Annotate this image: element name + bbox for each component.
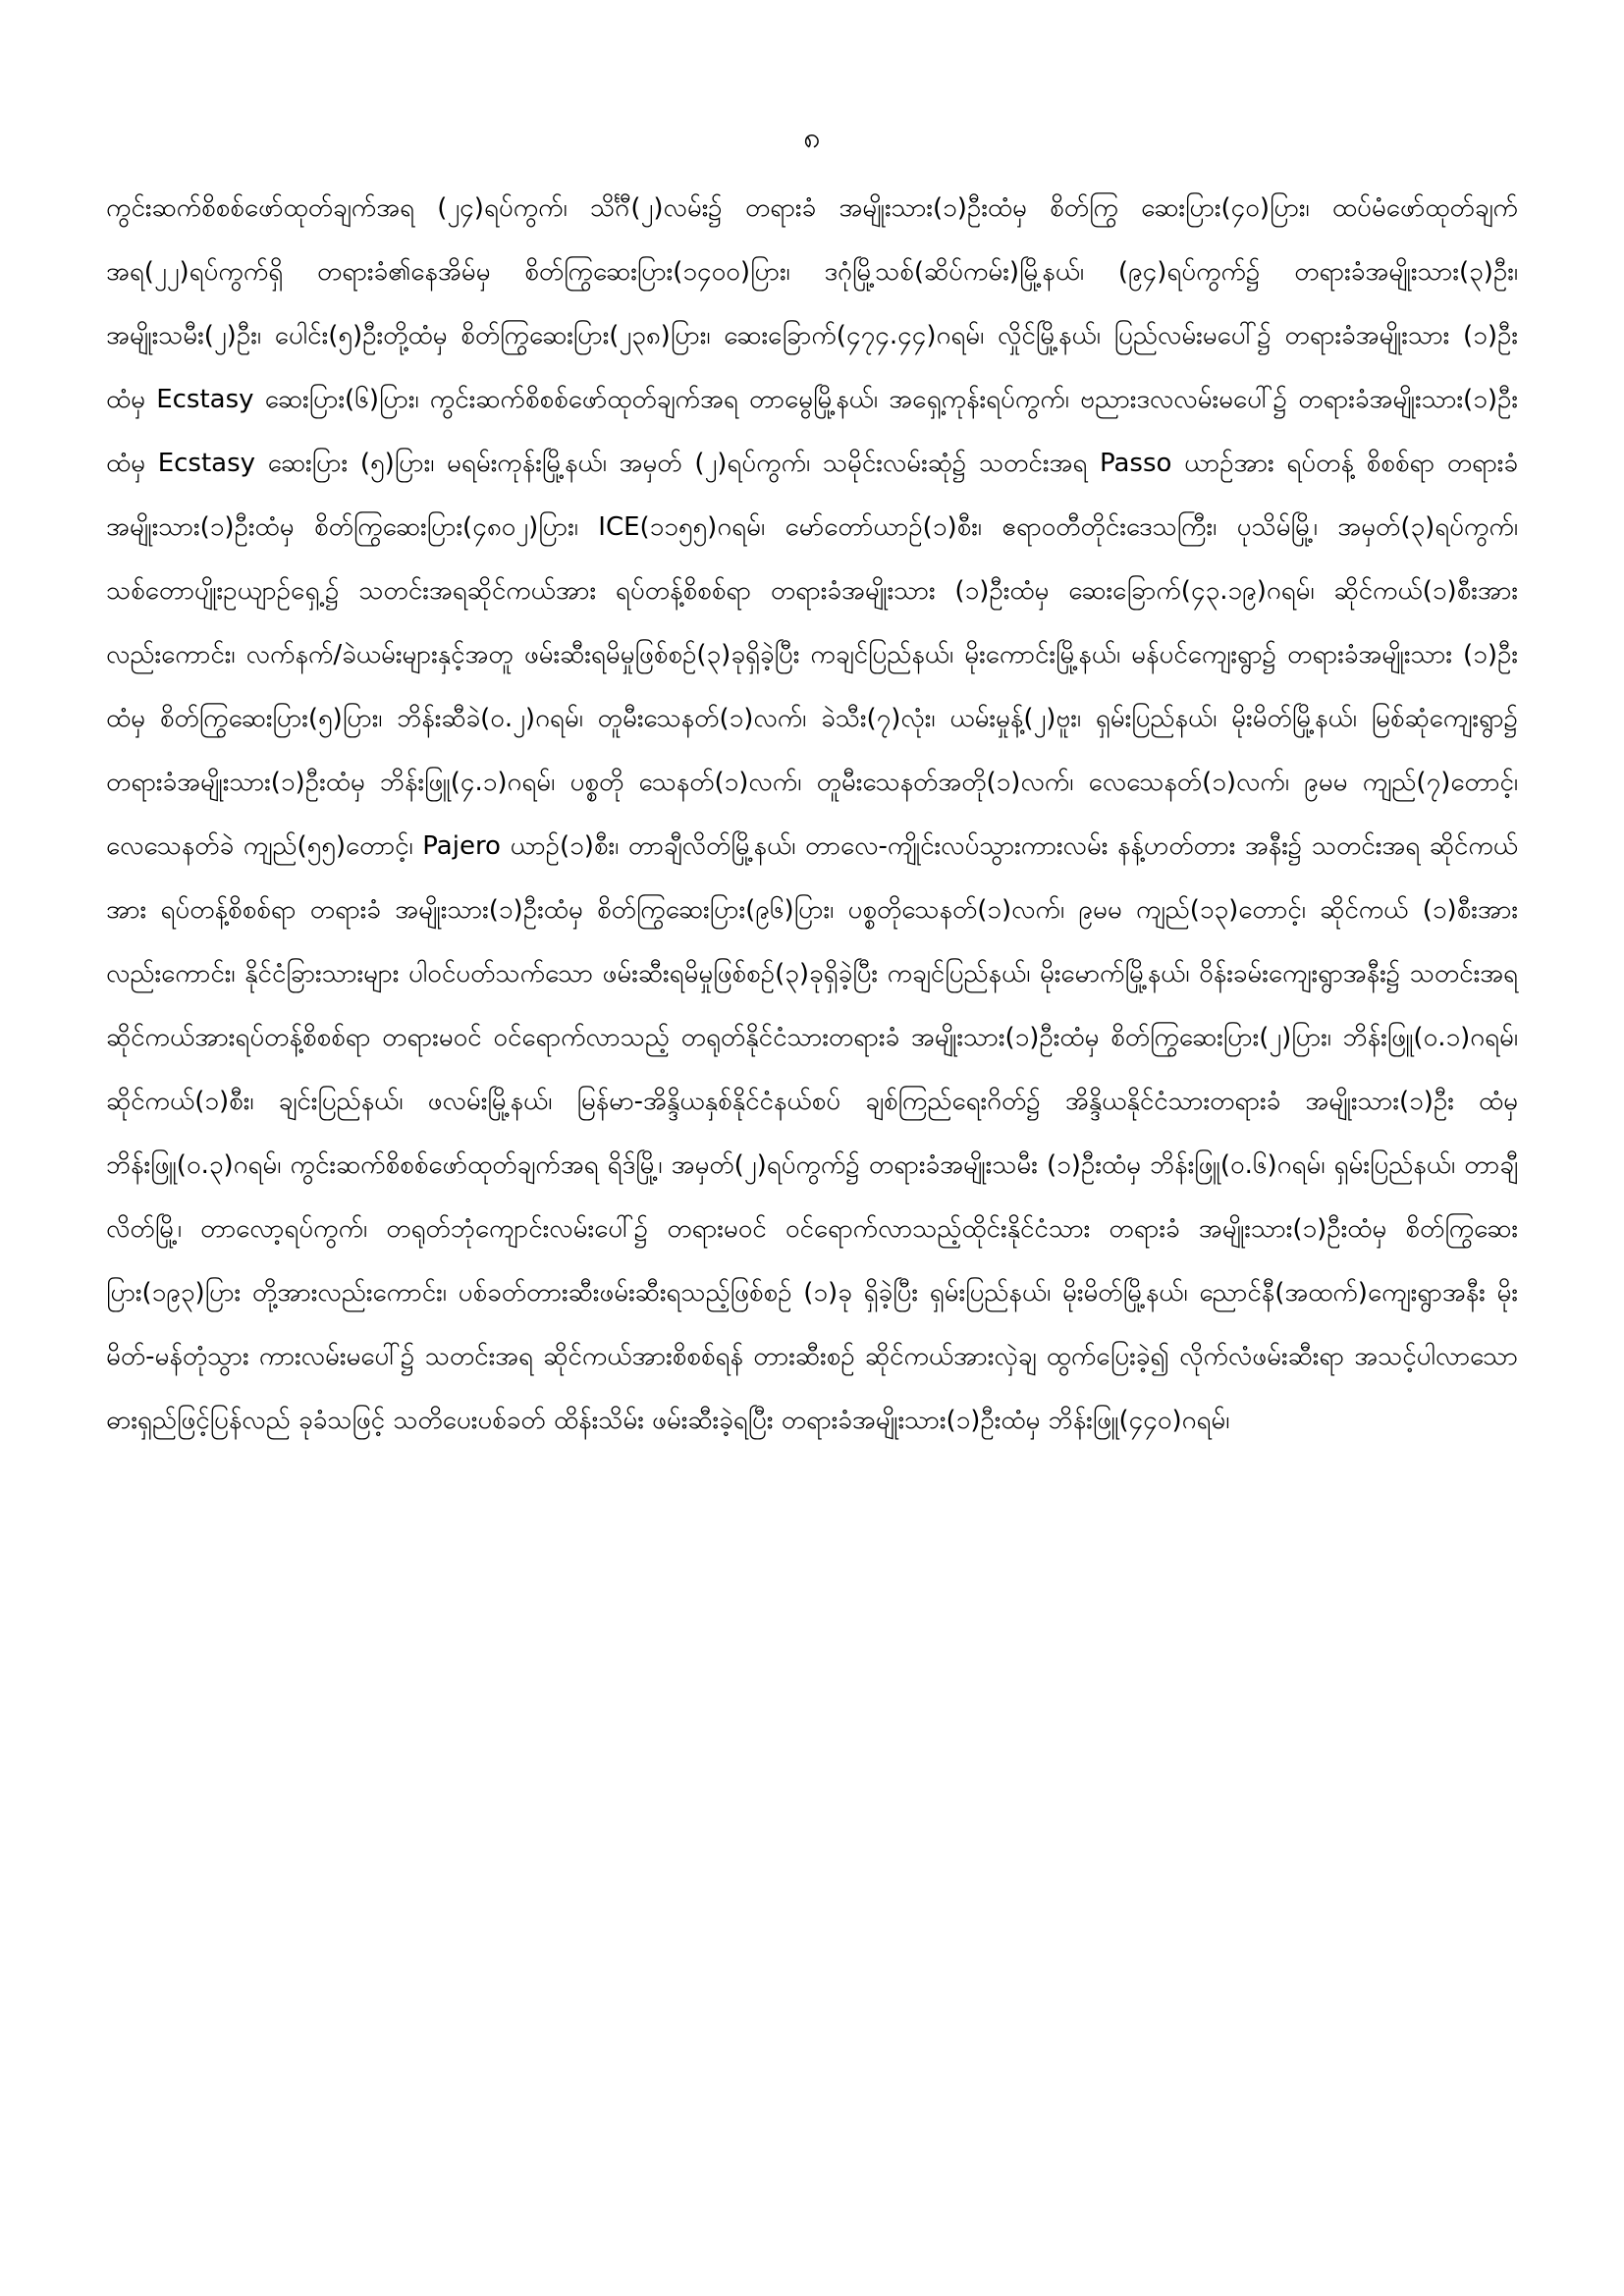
page-number: ၈ xyxy=(803,121,821,155)
body-paragraph: ကွင်းဆက်စိစစ်ဖော်ထုတ်ချက်အရ (၂၄)ရပ်ကွက်၊ သိင်္ဂီ(၂)လမ်း၌ တရားခံ အမျိုးသား(၁)ဦးထံမှ စိတ်ကြွ ဆေးပြား(၄၀)ပြား၊ ထပ်မံဖော်ထုတ်ချက်အရ(၂၂)ရပ်ကွက်ရှိ တရားခံ၏နေအိမ်မှ စိတ်ကြွဆေးပြား(၁၄၀၀)ပြား၊ ဒဂုံမြို့သစ်(ဆိပ်ကမ်း)မြို့နယ်၊ (၉၄)ရပ်ကွက်၌ တရားခံအမျိုးသား(၃)ဦး၊ အမျိုးသမီး(၂)ဦး၊ ပေါင်း(၅)ဦးတို့ထံမှ စိတ်ကြွဆေးပြား(၂၃၈)ပြား၊ ဆေးခြောက်(၄၇၄.၄၄)ဂရမ်၊ လှိုင်မြို့နယ်၊ ပြည်လမ်းမပေါ်၌ တရားခံအမျိုးသား (၁)ဦးထံမှ Ecstasy ဆေးပြား(၆)ပြား၊ ကွင်းဆက်စိစစ်ဖော်ထုတ်ချက်အရ တာမွေမြို့နယ်၊ အရှေ့ကုန်းရပ်ကွက်၊ ဗညားဒလလမ်းမပေါ်၌ တရားခံအမျိုးသား(၁)ဦးထံမှ Ecstasy ဆေးပြား (၅)ပြား၊ မရမ်းကုန်းမြို့နယ်၊ အမှတ် (၂)ရပ်ကွက်၊ သမိုင်းလမ်းဆုံ၌ သတင်းအရ Passo ယာဉ်အား ရပ်တန့် စိစစ်ရာ တရားခံအမျိုးသား(၁)ဦးထံမှ စိတ်ကြွဆေးပြား(၄၈၀၂)ပြား၊ ICE(၁၁၅၅)ဂရမ်၊ မော်တော်ယာဉ်(၁)စီး၊ ဧရာဝတီတိုင်းဒေသကြီး၊ ပုသိမ်မြို့၊ အမှတ်(၃)ရပ်ကွက်၊ သစ်တောပျိုးဥယျာဉ်ရှေ့၌ သတင်းအရဆိုင်ကယ်အား ရပ်တန့်စိစစ်ရာ တရားခံအမျိုးသား (၁)ဦးထံမှ ဆေးခြောက်(၄၃.၁၉)ဂရမ်၊ ဆိုင်ကယ်(၁)စီးအား လည်းကောင်း၊ လက်နက်/ခဲယမ်းများနှင့်အတူ ဖမ်းဆီးရမိမှုဖြစ်စဉ်(၃)ခုရှိခဲ့ပြီး ကချင်ပြည်နယ်၊ မိုးကောင်းမြို့နယ်၊ မန်ပင်ကျေးရွာ၌ တရားခံအမျိုးသား (၁)ဦးထံမှ စိတ်ကြွဆေးပြား(၅)ပြား၊ ဘိန်းဆီခဲ(၀.၂)ဂရမ်၊ တူမီးသေနတ်(၁)လက်၊ ခဲသီး(၇)လုံး၊ ယမ်းမှုန့်(၂)ဗူး၊ ရှမ်းပြည်နယ်၊ မိုးမိတ်မြို့နယ်၊ မြစ်ဆုံကျေးရွာ၌ တရားခံအမျိုးသား(၁)ဦးထံမှ ဘိန်းဖြူ(၄.၁)ဂရမ်၊ ပစ္စတို သေနတ်(၁)လက်၊ တူမီးသေနတ်အတို(၁)လက်၊ လေသေနတ်(၁)လက်၊ ၉မမ ကျည်(၇)တောင့်၊ လေသေနတ်ခဲ ကျည်(၅၅)တောင့်၊ Pajero ယာဉ်(၁)စီး၊ တာချီလိတ်မြို့နယ်၊ တာလေ-ကျိုင်းလပ်သွားကားလမ်း နန့်ဟတ်တား အနီး၌ သတင်းအရ ဆိုင်ကယ်အား ရပ်တန့်စိစစ်ရာ တရားခံ အမျိုးသား(၁)ဦးထံမှ စိတ်ကြွဆေးပြား(၉၆)ပြား၊ ပစ္စတိုသေနတ်(၁)လက်၊ ၉မမ ကျည်(၁၃)တောင့်၊ ဆိုင်ကယ် (၁)စီးအားလည်းကောင်း၊ နိုင်ငံခြားသားများ ပါဝင်ပတ်သက်သော ဖမ်းဆီးရမိမှုဖြစ်စဉ်(၃)ခုရှိခဲ့ပြီး ကချင်ပြည်နယ်၊ မိုးမောက်မြို့နယ်၊ ဝိန်းခမ်းကျေးရွာအနီး၌ သတင်းအရ ဆိုင်ကယ်အားရပ်တန့်စိစစ်ရာ တရားမဝင် ဝင်ရောက်လာသည့် တရုတ်နိုင်ငံသားတရားခံ အမျိုးသား(၁)ဦးထံမှ စိတ်ကြွဆေးပြား(၂)ပြား၊ ဘိန်းဖြူ(၀.၁)ဂရမ်၊ ဆိုင်ကယ်(၁)စီး၊ ချင်းပြည်နယ်၊ ဖလမ်းမြို့နယ်၊ မြန်မာ-အိန္ဒိယနှစ်နိုင်ငံနယ်စပ် ချစ်ကြည်ရေးဂိတ်၌ အိန္ဒိယနိုင်ငံသားတရားခံ အမျိုးသား(၁)ဦး ထံမှ ဘိန်းဖြူ(၀.၃)ဂရမ်၊ ကွင်းဆက်စိစစ်ဖော်ထုတ်ချက်အရ ရိဒ်မြို့၊ အမှတ်(၂)ရပ်ကွက်၌ တရားခံအမျိုးသမီး (၁)ဦးထံမှ ဘိန်းဖြူ(၀.၆)ဂရမ်၊ ရှမ်းပြည်နယ်၊ တာချီလိတ်မြို့၊ တာလော့ရပ်ကွက်၊ တရုတ်ဘုံကျောင်းလမ်းပေါ်၌ တရားမဝင် ဝင်ရောက်လာသည့်ထိုင်းနိုင်ငံသား တရားခံ အမျိုးသား(၁)ဦးထံမှ စိတ်ကြွဆေးပြား(၁၉၃)ပြား တို့အားလည်းကောင်း၊ ပစ်ခတ်တားဆီးဖမ်းဆီးရသည့်ဖြစ်စဉ် (၁)ခု ရှိခဲ့ပြီး ရှမ်းပြည်နယ်၊ မိုးမိတ်မြို့နယ်၊ ညောင်နီ(အထက်)ကျေးရွာအနီး မိုးမိတ်-မန်တုံသွား ကားလမ်းမပေါ်၌ သတင်းအရ ဆိုင်ကယ်အားစိစစ်ရန် တားဆီးစဉ် ဆိုင်ကယ်အားလှဲချ ထွက်ပြေးခဲ့၍ လိုက်လံဖမ်းဆီးရာ အသင့်ပါလာသော ဓားရှည်ဖြင့်ပြန်လည် ခုခံသဖြင့် သတိပေးပစ်ခတ် ထိန်းသိမ်း ဖမ်းဆီးခဲ့ရပြီး တရားခံအမျိုးသား(၁)ဦးထံမှ ဘိန်းဖြူ(၄၄၀)ဂရမ်၊ xyxy=(106,193,1518,1435)
